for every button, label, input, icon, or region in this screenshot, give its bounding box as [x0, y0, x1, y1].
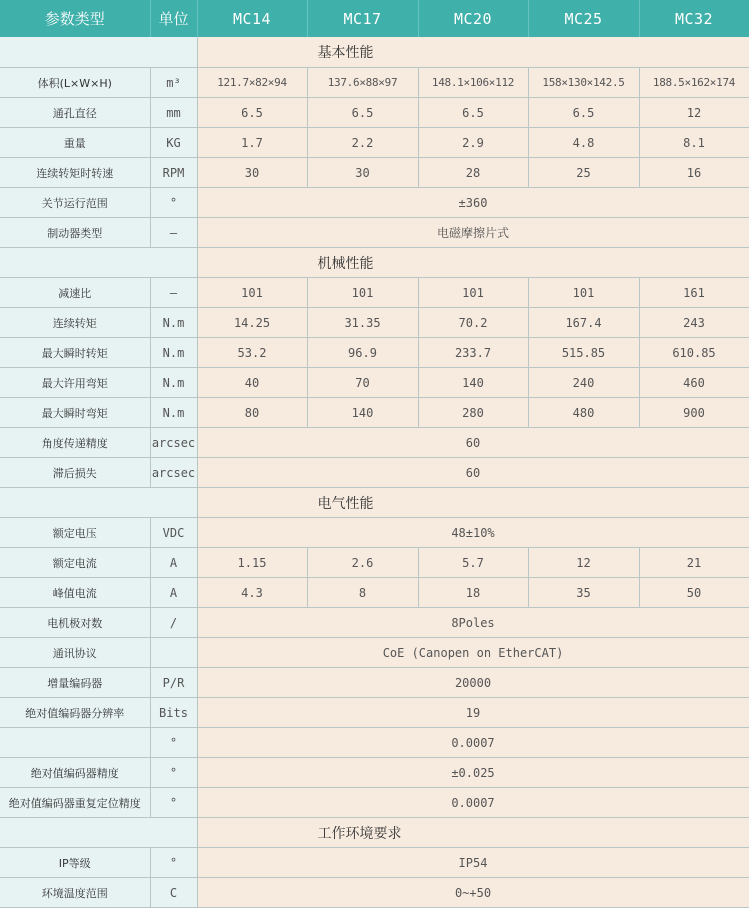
value-cell: 121.7×82×94: [197, 68, 307, 98]
param-unit: RPM: [150, 158, 197, 188]
header-model-mc25: MC25: [528, 0, 639, 37]
param-unit: m³: [150, 68, 197, 98]
merged-value-cell: 0.0007: [197, 728, 749, 758]
section-title: 机械性能: [197, 248, 749, 278]
param-unit: /: [150, 608, 197, 638]
value-cell: 70.2: [418, 308, 528, 338]
value-cell: 243: [639, 308, 749, 338]
table-row: [0, 368, 749, 398]
section-title: 工作环境要求: [197, 818, 749, 848]
param-unit: —: [150, 218, 197, 248]
header-unit: 单位: [150, 0, 197, 37]
param-unit: —: [150, 278, 197, 308]
param-unit: A: [150, 548, 197, 578]
merged-value-cell: 48±10%: [197, 518, 749, 548]
value-cell: 5.7: [418, 548, 528, 578]
param-unit: N.m: [150, 308, 197, 338]
value-cell: 8.1: [639, 128, 749, 158]
value-cell: 101: [197, 278, 307, 308]
value-cell: 480: [528, 398, 639, 428]
value-cell: 14.25: [197, 308, 307, 338]
table-row: [0, 158, 749, 188]
param-unit: P/R: [150, 668, 197, 698]
table-row: [0, 518, 749, 548]
param-unit: Bits: [150, 698, 197, 728]
section-title: 电气性能: [197, 488, 749, 518]
param-name: 关节运行范围: [0, 188, 150, 218]
param-unit: °: [150, 758, 197, 788]
value-cell: 12: [639, 98, 749, 128]
param-unit: [150, 638, 197, 668]
merged-value-cell: ±360: [197, 188, 749, 218]
value-cell: 188.5×162×174: [639, 68, 749, 98]
value-cell: 140: [307, 398, 418, 428]
table-row: [0, 278, 749, 308]
merged-value-cell: 60: [197, 428, 749, 458]
value-cell: 8: [307, 578, 418, 608]
section-row: [0, 37, 749, 68]
param-name: 通讯协议: [0, 638, 150, 668]
value-cell: 280: [418, 398, 528, 428]
merged-value-cell: 8Poles: [197, 608, 749, 638]
merged-value-cell: ±0.025: [197, 758, 749, 788]
value-cell: 1.15: [197, 548, 307, 578]
table-row: [0, 788, 749, 818]
value-cell: 4.8: [528, 128, 639, 158]
value-cell: 6.5: [197, 98, 307, 128]
param-name: 最大瞬时转矩: [0, 338, 150, 368]
value-cell: 16: [639, 158, 749, 188]
param-unit: arcsec: [150, 428, 197, 458]
merged-value-cell: 20000: [197, 668, 749, 698]
param-name: 绝对值编码器分辨率: [0, 698, 150, 728]
value-cell: 233.7: [418, 338, 528, 368]
table-row: [0, 878, 749, 908]
value-cell: 460: [639, 368, 749, 398]
table-row: [0, 728, 749, 758]
header-model-mc14: MC14: [197, 0, 307, 37]
param-name: 体积(L×W×H): [0, 68, 150, 98]
param-name: 额定电压: [0, 518, 150, 548]
section-row: [0, 818, 749, 848]
value-cell: 80: [197, 398, 307, 428]
param-unit: N.m: [150, 338, 197, 368]
value-cell: 161: [639, 278, 749, 308]
param-unit: mm: [150, 98, 197, 128]
value-cell: 6.5: [418, 98, 528, 128]
value-cell: 18: [418, 578, 528, 608]
table-row: [0, 218, 749, 248]
param-name: 通孔直径: [0, 98, 150, 128]
table-row: [0, 548, 749, 578]
table-row: [0, 188, 749, 218]
section-title: 基本性能: [197, 37, 749, 68]
param-name: 绝对值编码器重复定位精度: [0, 788, 150, 818]
value-cell: 40: [197, 368, 307, 398]
table-row: [0, 98, 749, 128]
table-row: [0, 668, 749, 698]
section-row: [0, 488, 749, 518]
table-row: [0, 308, 749, 338]
value-cell: 137.6×88×97: [307, 68, 418, 98]
param-unit: arcsec: [150, 458, 197, 488]
value-cell: 158×130×142.5: [528, 68, 639, 98]
param-unit: °: [150, 788, 197, 818]
value-cell: 167.4: [528, 308, 639, 338]
value-cell: 140: [418, 368, 528, 398]
param-unit: °: [150, 848, 197, 878]
value-cell: 240: [528, 368, 639, 398]
value-cell: 21: [639, 548, 749, 578]
value-cell: 2.2: [307, 128, 418, 158]
merged-value-cell: CoE (Canopen on EtherCAT): [197, 638, 749, 668]
param-name: 滞后损失: [0, 458, 150, 488]
section-spacer: [0, 37, 197, 68]
merged-value-cell: 0.0007: [197, 788, 749, 818]
value-cell: 2.6: [307, 548, 418, 578]
param-unit: A: [150, 578, 197, 608]
value-cell: 12: [528, 548, 639, 578]
value-cell: 28: [418, 158, 528, 188]
param-name: 最大瞬时弯矩: [0, 398, 150, 428]
table-row: [0, 698, 749, 728]
param-name: 额定电流: [0, 548, 150, 578]
header-model-mc17: MC17: [307, 0, 418, 37]
param-name: 减速比: [0, 278, 150, 308]
param-name: 环境温度范围: [0, 878, 150, 908]
value-cell: 610.85: [639, 338, 749, 368]
param-unit: N.m: [150, 368, 197, 398]
value-cell: 6.5: [528, 98, 639, 128]
param-unit: C: [150, 878, 197, 908]
table-row: [0, 848, 749, 878]
table-row: [0, 578, 749, 608]
table-row: [0, 398, 749, 428]
section-row: [0, 248, 749, 278]
value-cell: 96.9: [307, 338, 418, 368]
value-cell: 6.5: [307, 98, 418, 128]
value-cell: 900: [639, 398, 749, 428]
value-cell: 35: [528, 578, 639, 608]
value-cell: 50: [639, 578, 749, 608]
table-row: [0, 608, 749, 638]
param-unit: VDC: [150, 518, 197, 548]
value-cell: 101: [418, 278, 528, 308]
param-name: IP等级: [0, 848, 150, 878]
table-row: [0, 458, 749, 488]
param-name: 峰值电流: [0, 578, 150, 608]
table-row: [0, 758, 749, 788]
param-unit: °: [150, 188, 197, 218]
value-cell: 53.2: [197, 338, 307, 368]
value-cell: 1.7: [197, 128, 307, 158]
table-row: [0, 68, 749, 98]
value-cell: 30: [307, 158, 418, 188]
param-name: 制动器类型: [0, 218, 150, 248]
header-model-mc32: MC32: [639, 0, 749, 37]
value-cell: 25: [528, 158, 639, 188]
merged-value-cell: 0~+50: [197, 878, 749, 908]
value-cell: 70: [307, 368, 418, 398]
section-spacer: [0, 818, 197, 848]
merged-value-cell: 60: [197, 458, 749, 488]
merged-value-cell: 电磁摩擦片式: [197, 218, 749, 248]
header-model-mc20: MC20: [418, 0, 528, 37]
table-row: [0, 128, 749, 158]
value-cell: 101: [307, 278, 418, 308]
table-row: [0, 428, 749, 458]
header-row: [0, 0, 749, 37]
param-unit: N.m: [150, 398, 197, 428]
param-name: [0, 728, 150, 758]
value-cell: 31.35: [307, 308, 418, 338]
param-name: 重量: [0, 128, 150, 158]
param-name: 最大许用弯矩: [0, 368, 150, 398]
param-unit: KG: [150, 128, 197, 158]
table-row: [0, 638, 749, 668]
merged-value-cell: 19: [197, 698, 749, 728]
param-name: 绝对值编码器精度: [0, 758, 150, 788]
merged-value-cell: IP54: [197, 848, 749, 878]
value-cell: 2.9: [418, 128, 528, 158]
param-name: 角度传递精度: [0, 428, 150, 458]
section-spacer: [0, 488, 197, 518]
param-name: 连续转矩时转速: [0, 158, 150, 188]
param-unit: °: [150, 728, 197, 758]
param-name: 增量编码器: [0, 668, 150, 698]
value-cell: 4.3: [197, 578, 307, 608]
section-spacer: [0, 248, 197, 278]
value-cell: 101: [528, 278, 639, 308]
table-row: [0, 338, 749, 368]
param-name: 电机极对数: [0, 608, 150, 638]
value-cell: 515.85: [528, 338, 639, 368]
param-name: 连续转矩: [0, 308, 150, 338]
value-cell: 30: [197, 158, 307, 188]
value-cell: 148.1×106×112: [418, 68, 528, 98]
header-spec-type: 参数类型: [0, 0, 150, 37]
